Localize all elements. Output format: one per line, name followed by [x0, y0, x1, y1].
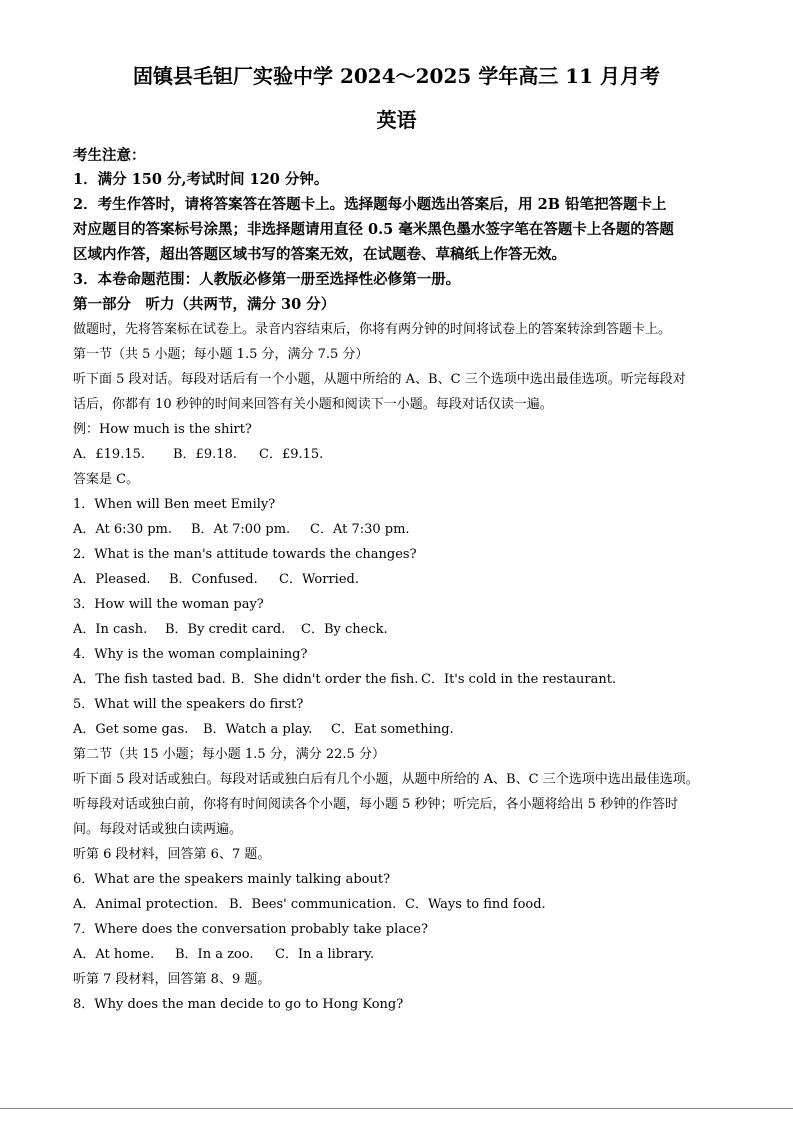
option: B．By credit card. [165, 622, 286, 637]
question-3-options [73, 621, 388, 639]
subject-title: 英语 [376, 108, 417, 132]
example-answer: 答案是 C。 [73, 472, 140, 487]
question-5: 5．What will the speakers do first? [73, 697, 304, 712]
question-7-options [73, 946, 374, 964]
option: C．At 7:30 pm. [310, 522, 410, 537]
part1-heading: 第一部分 听力（共两节，满分 30 分） [73, 296, 336, 313]
notice-item-2: 2．考生作答时，请将答案答在答题卡上。选择题每小题选出答案后，用 2B 铅笔把答题卡上 [73, 196, 667, 213]
option: B．Bees' communication. [229, 897, 397, 912]
section1-heading: 第一节（共 5 小题；每小题 1.5 分，满分 7.5 分） [73, 347, 369, 362]
option: A．The fish tasted bad. [73, 672, 226, 687]
option: B．At 7:00 pm. [191, 522, 291, 537]
notice-item-1: 1．满分 150 分,考试时间 120 分钟。 [73, 171, 329, 188]
material-6-heading: 听第 6 段材料，回答第 6、7 题。 [73, 847, 271, 862]
option: A．Get some gas. [73, 722, 189, 737]
question-4: 4．Why is the woman complaining? [73, 647, 308, 662]
notice-item-3: 3．本卷命题范围：人教版必修第一册至选择性必修第一册。 [73, 271, 461, 288]
notice-item-2: 区域内作答，超出答题区域书写的答案无效，在试题卷、草稿纸上作答无效。 [73, 246, 566, 263]
section1-instruction: 话后，你都有 10 秒钟的时间来回答有关小题和阅读下一小题。每段对话仅读一遍。 [73, 397, 553, 412]
option: A．£19.15. [73, 447, 146, 462]
question-4-options [73, 671, 616, 689]
part1-instruction: 做题时，先将答案标在试卷上。录音内容结束后，你将有两分钟的时间将试卷上的答案转涂到答题卡上。 [73, 322, 672, 337]
section2-instruction: 间。每段对话或独白读两遍。 [73, 822, 243, 837]
question-8: 8．Why does the man decide to go to Hong Kong? [73, 997, 404, 1012]
question-2: 2．What is the man's attitude towards the changes? [73, 547, 417, 562]
section1-instruction: 听下面 5 段对话。每段对话后有一个小题，从题中所给的 A、B、C 三个选项中选出最佳选项。听完每段对 [73, 372, 686, 387]
option: C．Eat something. [331, 722, 454, 737]
option: B．She didn't order the fish. [231, 672, 419, 687]
notice-heading: 考生注意： [73, 147, 146, 164]
exam-title: 固镇县毛钽厂实验中学 2024～2025 学年高三 11 月月考 [132, 64, 660, 88]
option: A．Animal protection. [73, 897, 218, 912]
question-5-options [73, 721, 454, 739]
option: C．In a library. [275, 947, 375, 962]
notice-item-2: 对应题目的答案标号涂黑；非选择题请用直径 0.5 毫米黑色墨水签字笔在答题卡上各题的答题 [73, 221, 674, 238]
option: C．Ways to find food. [405, 897, 546, 912]
material-7-heading: 听第 7 段材料，回答第 8、9 题。 [73, 972, 271, 987]
question-1-options [73, 521, 410, 539]
option: C．£9.15. [259, 447, 324, 462]
section2-instruction: 听每段对话或独白前，你将有时间阅读各个小题，每小题 5 秒钟；听完后，各小题将给出 5 秒钟的作答时 [73, 797, 679, 812]
section2-instruction: 听下面 5 段对话或独白。每段对话或独白后有几个小题，从题中所给的 A、B、C 三个选项中选出最佳选项。 [73, 772, 699, 787]
question-7: 7．Where does the conversation probably take place? [73, 922, 428, 937]
question-2-options [73, 571, 359, 589]
question-6: 6．What are the speakers mainly talking about? [73, 872, 391, 887]
example-options [73, 446, 323, 464]
option: C．Worried. [279, 572, 359, 587]
question-6-options [73, 896, 546, 914]
question-1: 1．When will Ben meet Emily? [73, 497, 276, 512]
page-bottom-rule [0, 1108, 793, 1109]
section2-heading: 第二节（共 15 小题；每小题 1.5 分，满分 22.5 分） [73, 747, 385, 762]
option: B．Confused. [169, 572, 258, 587]
option: B．Watch a play. [203, 722, 313, 737]
question-3: 3．How will the woman pay? [73, 597, 264, 612]
option: C．By check. [301, 622, 388, 637]
option: A．In cash. [73, 622, 148, 637]
example-question: 例：How much is the shirt? [73, 422, 252, 437]
option: A．At 6:30 pm. [73, 522, 173, 537]
option: A．At home. [73, 947, 155, 962]
option: C．It's cold in the restaurant. [421, 672, 617, 687]
option: A．Pleased. [73, 572, 151, 587]
option: B．£9.18. [173, 447, 237, 462]
option: B．In a zoo. [175, 947, 254, 962]
